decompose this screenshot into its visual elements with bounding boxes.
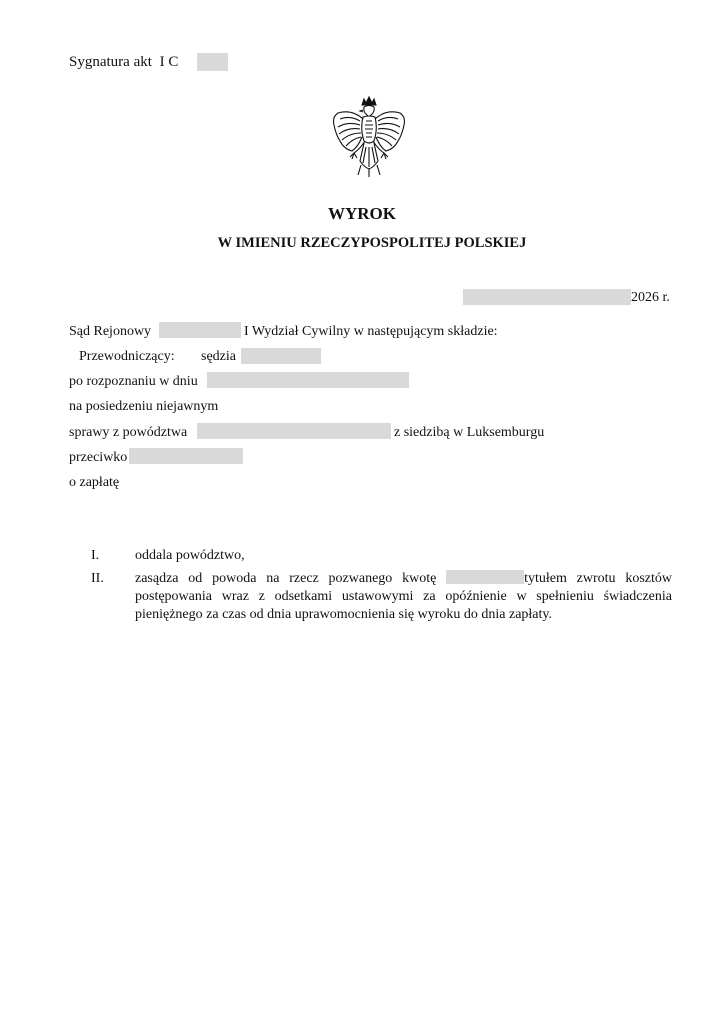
- case-signature-label: Sygnatura akt: [69, 54, 152, 70]
- presiding-label: Przewodniczący:: [79, 349, 175, 364]
- court-suffix: I Wydział Cywilny w następującym składzie:: [244, 324, 498, 339]
- case-signature-value: I C: [159, 54, 179, 70]
- date-suffix: 2026 r.: [631, 290, 670, 305]
- redacted-defendant: [129, 448, 243, 464]
- redacted-date: [463, 289, 631, 305]
- redacted-court-name: [159, 322, 241, 338]
- judge-label: sędzia: [201, 349, 236, 364]
- claim-suffix: z siedzibą w Luksemburgu: [394, 425, 545, 440]
- court-prefix: Sąd Rejonowy: [69, 324, 152, 339]
- document-title: WYROK: [328, 204, 396, 223]
- ruling-text: [135, 570, 672, 624]
- subject-label: o zapłatę: [69, 475, 120, 490]
- redacted-case-number: [197, 53, 228, 71]
- redacted-hearing-date: [207, 372, 409, 388]
- case-signature: [69, 54, 178, 70]
- redacted-plaintiff: [197, 423, 391, 439]
- session-label: na posiedzeniu niejawnym: [69, 399, 219, 414]
- ruling-text-after: tytułem zwrotu kosztów postępowania wraz z odsetkami ustawowymi za opóźnienie w spełnieniu świadczenia pieniężnego za czas od dnia uprawomocnienia się wyroku do dnia zapłaty.: [135, 571, 673, 622]
- document-subtitle: W IMIENIU RZECZYPOSPOLITEJ POLSKIEJ: [217, 235, 527, 251]
- ruling-text: oddala powództwo,: [135, 548, 245, 563]
- ruling-number: I.: [91, 548, 100, 563]
- against-label: przeciwko: [69, 450, 128, 465]
- polish-eagle-emblem-icon: [330, 95, 408, 179]
- hearing-label: po rozpoznaniu w dniu: [69, 374, 198, 389]
- ruling-number: II.: [91, 571, 104, 586]
- claim-label: sprawy z powództwa: [69, 425, 188, 440]
- ruling-text-before: zasądza od powoda na rzecz pozwanego kwotę: [135, 571, 437, 586]
- redacted-amount: [446, 570, 524, 584]
- redacted-judge-name: [241, 348, 321, 364]
